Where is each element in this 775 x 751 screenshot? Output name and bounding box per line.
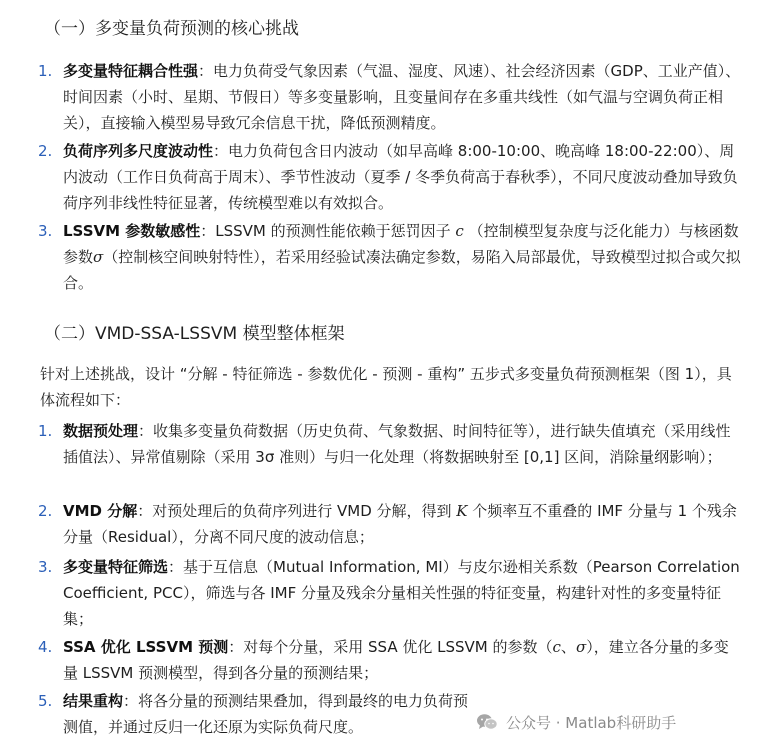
list-item-term: VMD 分解 [63,502,138,520]
list-number: 2. [38,502,53,520]
symbol-c: c [552,638,561,656]
list-number: 3. [38,558,53,576]
list-item-text: 、 [560,638,576,656]
list-item-body [63,418,743,470]
list-number: 1. [38,422,53,440]
list-number: 3. [38,222,53,240]
wechat-icon [476,713,498,731]
list-item-text: ：将各分量的预测结果叠加，得到最终的电力负荷预测值，并通过反归一化还原为实际负荷尺度。 [63,692,469,736]
list-item-term: SSA 优化 LSSVM 预测 [63,638,229,656]
list-item-text: ：LSSVM 的预测性能依赖于惩罚因子 [200,222,451,240]
list-item-term: 数据预处理 [63,422,139,440]
list-item-body [63,58,743,136]
symbol-sigma: σ [575,638,587,656]
list-item-term: 多变量特征筛选 [63,558,169,576]
section-1-title: （一）多变量负荷预测的核心挑战 [44,19,299,39]
list-item-body [63,554,743,632]
list-number: 1. [38,62,53,80]
list-number: 2. [38,142,53,160]
list-item-text: （控制核空间映射特性），若采用经验试凑法确定参数，易陷入局部最优，导致模型过拟合或欠拟合。 [63,248,741,292]
list-item-body [63,218,743,296]
list-item-text: （控制模型复杂度与泛化能力）与核函数参数 [63,222,739,266]
list-item-text: ：基于互信息（Mutual Information, MI）与皮尔逊相关系数（Pearson Correlation Coefficient, PCC），筛选与各 IMF 分量及残余分量相关性强的特征变量，构建针对性的多变量特征集； [63,558,740,628]
section-2-title: （二）VMD-SSA-LSSVM 模型整体框架 [44,324,345,344]
list-item-body [63,688,483,740]
list-item-text: ），建立各分量的多变量 LSSVM 预测模型，得到各分量的预测结果； [63,638,729,682]
list-item-body [63,138,743,216]
symbol-k: K [456,502,468,520]
list-item-term: 多变量特征耦合性强 [63,62,199,80]
list-item-text: ：收集多变量负荷数据（历史负荷、气象数据、时间特征等），进行缺失值填充（采用线性插值法）、异常值剔除（采用 3σ 准则）与归一化处理（将数据映射至 [0,1] 区间，消除量纲影响）； [63,422,731,466]
list-item-term: LSSVM 参数敏感性 [63,222,201,240]
watermark-text: 公众号 · Matlab科研助手 [506,713,677,732]
list-item-term: 结果重构 [63,692,124,710]
list-item-text: ：电力负荷包含日内波动（如早高峰 8:00-10:00、晚高峰 18:00-22:00）、周内波动（工作日负荷高于周末）、季节性波动（夏季 / 冬季负荷高于春秋季），不同尺度波动叠加导致负荷序列非线性特征显著，传统模型难以有效拟合。 [63,142,738,212]
list-item-body [63,634,743,686]
section-2-intro: 针对上述挑战，设计 “分解 - 特征筛选 - 参数优化 - 预测 - 重构” 五步式多变量负荷预测框架（图 1），具体流程如下： [40,365,732,409]
watermark [476,710,676,734]
list-item-text: 个频率互不重叠的 IMF 分量与 1 个残余分量（Residual），分离不同尺度的波动信息； [63,502,737,546]
list-number: 4. [38,638,53,656]
symbol-sigma: σ [93,248,104,266]
list-item-body [63,498,743,550]
list-item-text: ：对每个分量，采用 SSA 优化 LSSVM 的参数（ [228,638,553,656]
list-number: 5. [38,692,53,710]
list-item-text: ：对预处理后的负荷序列进行 VMD 分解，得到 [137,502,452,520]
list-item-text: ：电力负荷受气象因素（气温、湿度、风速）、社会经济因素（GDP、工业产值）、时间因素（小时、星期、节假日）等多变量影响，且变量间存在多重共线性（如气温与空调负荷正相关），直接输入模型易导致冗余信息干扰，降低预测精度。 [63,62,741,132]
list-item-term: 负荷序列多尺度波动性 [63,142,214,160]
symbol-c: c [455,222,464,240]
